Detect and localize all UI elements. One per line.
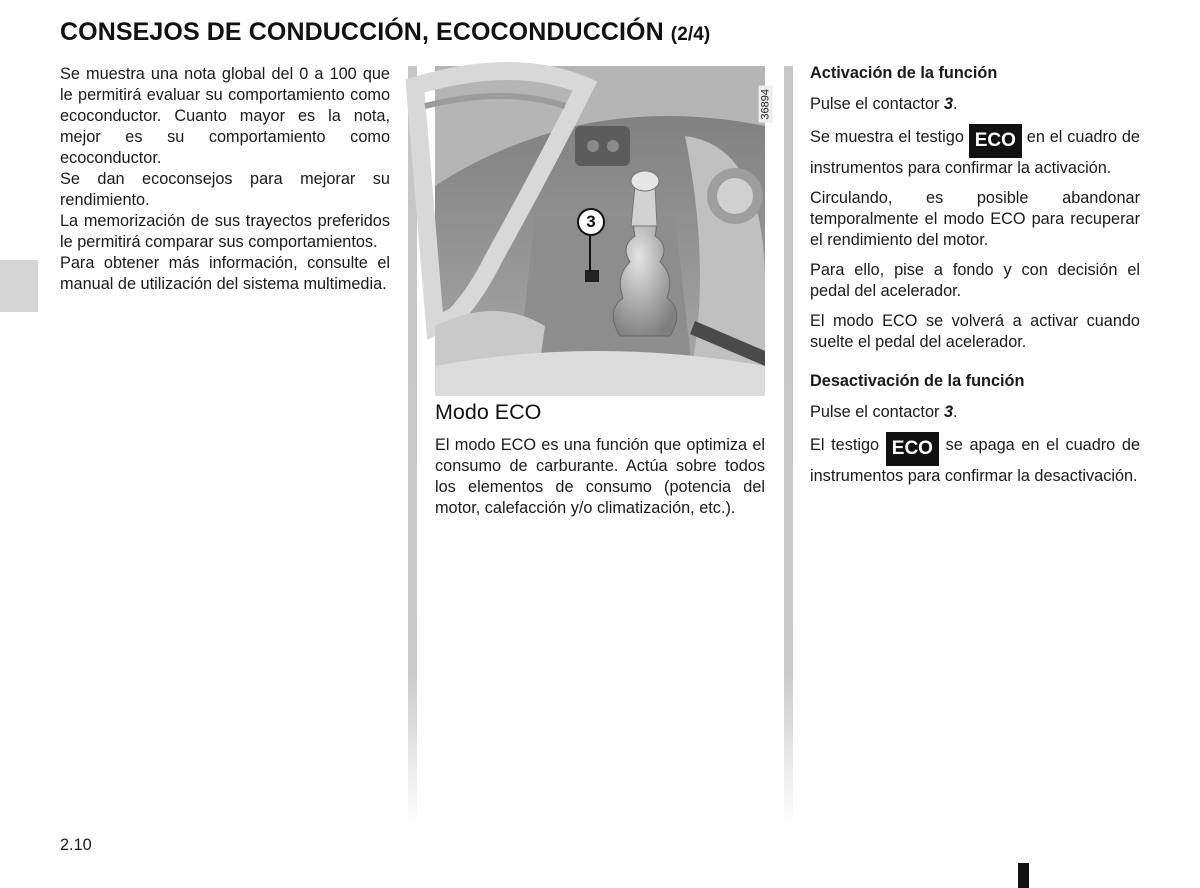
page-part-indicator: (2/4) bbox=[670, 24, 711, 45]
eco-mode-heading: Modo ECO bbox=[435, 400, 542, 424]
activation-instruction: Pulse el contactor 3. bbox=[810, 95, 958, 113]
paragraph-eco-score: Se muestra una nota global del 0 a 100 que le permitirá evaluar su comportamiento como ecoconductor. Cuanto mayor es la nota, mejor es su comportamiento como ecoconductor. bbox=[60, 65, 390, 167]
eco-switch-illustration bbox=[435, 66, 772, 396]
eco-indicator-icon-2: ECO bbox=[886, 432, 939, 466]
deactivation-instruction: Pulse el contactor 3. bbox=[810, 403, 958, 421]
column-1 bbox=[60, 64, 390, 295]
deactivation-heading: Desactivación de la función bbox=[810, 372, 1025, 390]
reactivation-text: El modo ECO se volverá a activar cuando suelte el pedal del acelerador. bbox=[810, 312, 1140, 351]
chapter-tab-marker bbox=[0, 260, 38, 312]
figure-reference-number: 36894 bbox=[759, 86, 773, 123]
driving-override-text: Circulando, es posible abandonar temporalmente el modo ECO para recuperar el rendimiento del motor. bbox=[810, 189, 1140, 249]
driving-override-how: Para ello, pise a fondo y con decisión el pedal del acelerador. bbox=[810, 261, 1140, 300]
switch-reference: 3 bbox=[943, 95, 954, 113]
paragraph-eco-tips: Se dan ecoconsejos para mejorar su rendimiento. bbox=[60, 170, 390, 209]
switch-reference-2: 3 bbox=[943, 403, 954, 421]
paragraph-more-info: Para obtener más información, consulte el manual de utilización del sistema multimedia. bbox=[60, 254, 390, 293]
eco-mode-description: El modo ECO es una función que optimiza el consumo de carburante. Actúa sobre todos los elementos de consumo (potencia del motor, calefacción y/o climatización, etc.). bbox=[435, 436, 765, 517]
deactivation-indicator-text: El testigo ECO se apaga en el cuadro de instrumentos para confirmar la desactivación. bbox=[810, 432, 1140, 487]
page-title-text: CONSEJOS DE CONDUCCIÓN, ECOCONDUCCIÓN bbox=[60, 18, 664, 46]
paragraph-trips: La memorización de sus trayectos preferidos le permitirá comparar sus comportamientos. bbox=[60, 212, 390, 251]
callout-leader-line bbox=[589, 236, 591, 272]
column-3 bbox=[810, 63, 1140, 496]
activation-indicator-text: Se muestra el testigo ECO en el cuadro de instrumentos para confirmar la activación. bbox=[810, 124, 1140, 179]
page-edge-marker bbox=[1018, 863, 1029, 888]
page-title bbox=[60, 18, 710, 47]
callout-marker-3: 3 bbox=[577, 208, 605, 236]
page-number: 2.10 bbox=[60, 836, 92, 854]
column-separator-2 bbox=[784, 66, 793, 826]
activation-heading: Activación de la función bbox=[810, 64, 998, 82]
eco-indicator-icon: ECO bbox=[969, 124, 1022, 158]
column-2 bbox=[435, 435, 765, 519]
